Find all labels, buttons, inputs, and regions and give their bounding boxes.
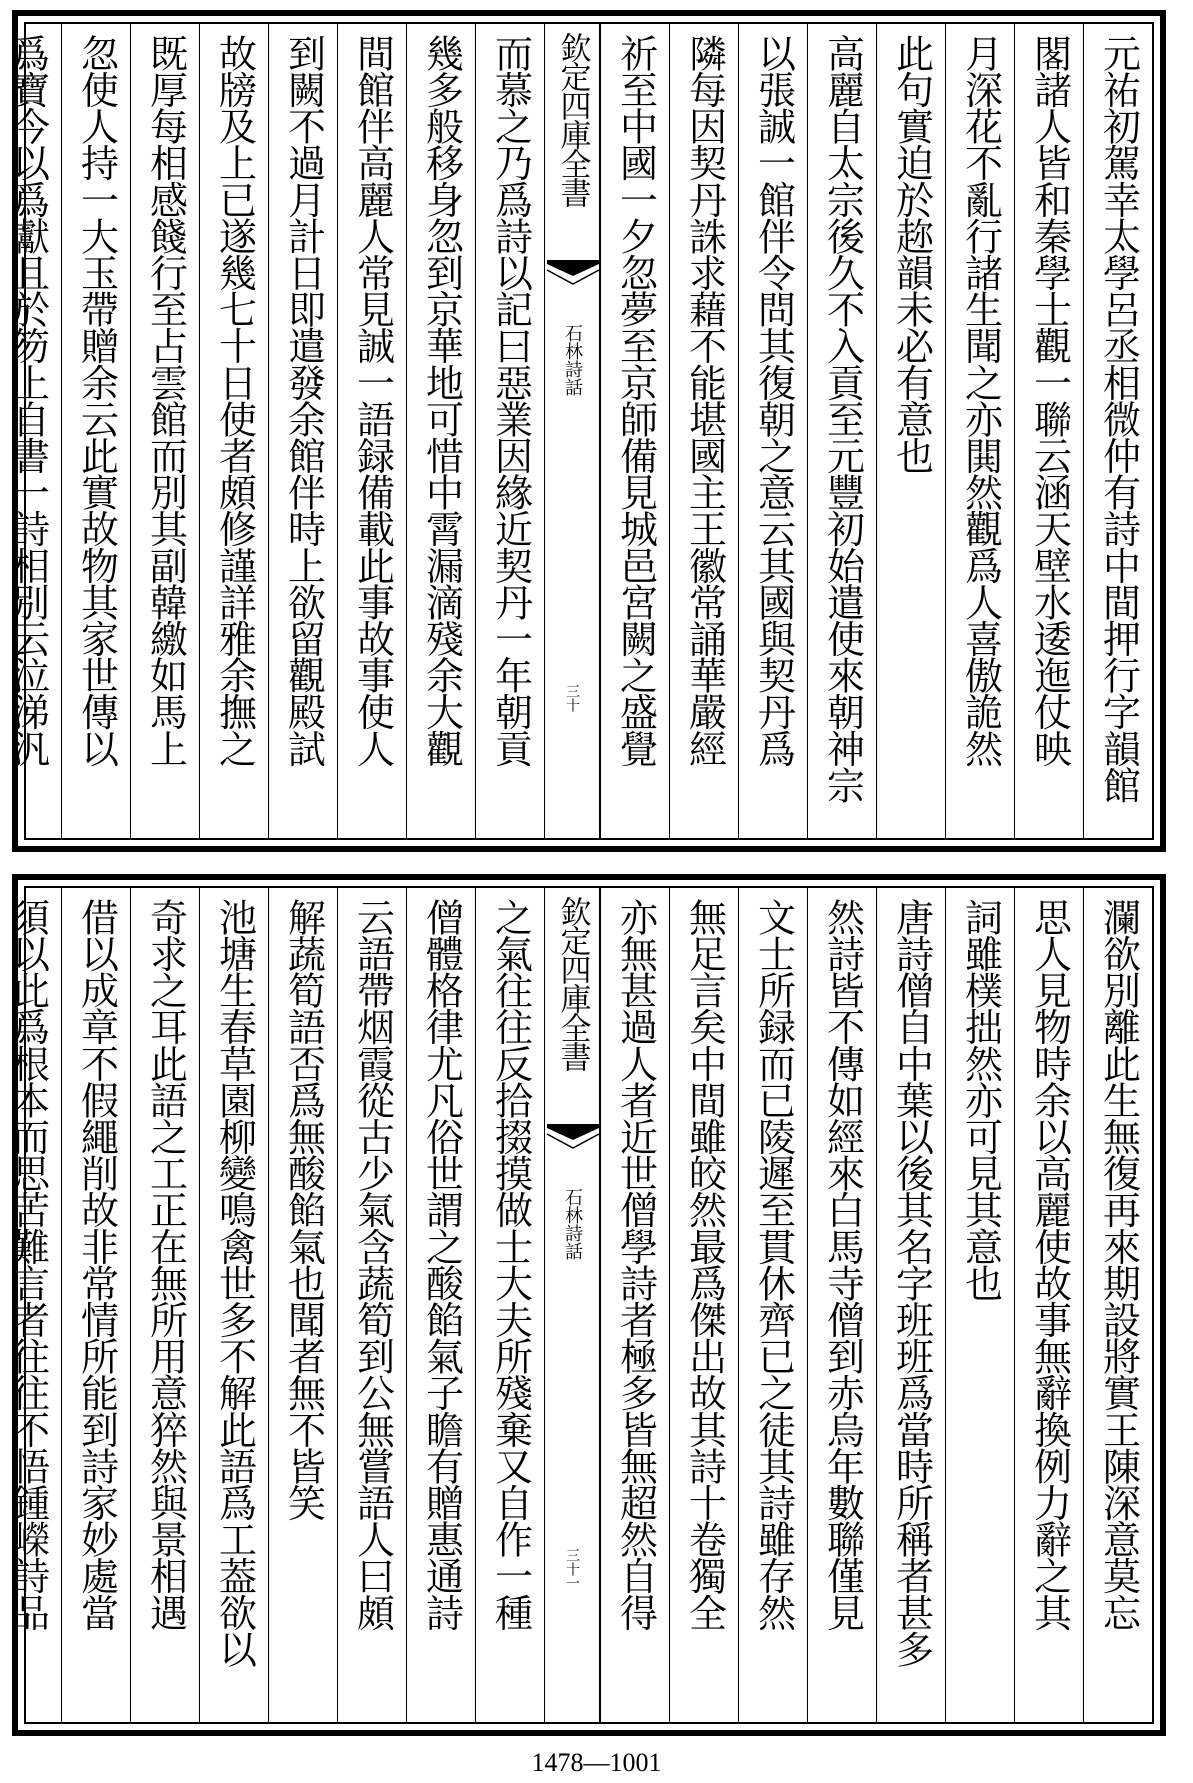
text-column	[130, 24, 199, 838]
column-text: 思人見物時余以高麗使故事無辭換例力辭之其	[1027, 898, 1072, 1631]
book-title: 欽定四庫全書	[554, 32, 591, 206]
text-column	[475, 24, 544, 838]
book-title: 欽定四庫全書	[554, 896, 591, 1070]
column-text: 然詩皆不傳如經來白馬寺僧到赤烏年數聯僅見	[820, 898, 865, 1631]
bottom-page	[5, 874, 1166, 1736]
text-column	[600, 24, 669, 838]
text-column	[130, 888, 199, 1722]
column-text: 僧體格律尤凡俗世謂之酸餡氣子瞻有贈惠通詩	[419, 898, 464, 1631]
text-column	[807, 888, 876, 1722]
column-text: 隣每因契丹誅求藉不能堪國主王徽常誦華嚴經	[682, 34, 727, 767]
column-text: 云語帶烟霞從古少氣含蔬筍到公無嘗語人曰頗	[350, 898, 395, 1631]
column-text: 祈至中國一夕忽夢至京師備見城邑宮闕之盛覺	[613, 34, 658, 767]
column-text: 池塘生春草園柳變鳴禽世多不解此語爲工葢欲以	[212, 898, 257, 1667]
text-column	[61, 888, 130, 1722]
column-text: 月深花不亂行諸生聞之亦閧然觀爲人喜傲詭然	[958, 34, 1003, 767]
column-text: 既厚每相感餞行至占雲館而別其副韓繳如馬上	[143, 34, 188, 767]
text-column	[199, 24, 268, 838]
column-text: 以張誠一館伴令問其復朝之意云其國與契丹爲	[751, 34, 796, 767]
text-column	[1083, 24, 1152, 838]
text-column	[406, 888, 475, 1722]
text-column	[807, 24, 876, 838]
text-column	[1014, 24, 1083, 838]
text-column	[600, 888, 669, 1722]
column-text: 高麗自太宗後久不入貢至元豐初始遣使來朝神宗	[820, 34, 865, 803]
text-column	[268, 888, 337, 1722]
text-column	[61, 24, 130, 838]
text-column	[945, 888, 1014, 1722]
text-column	[0, 24, 61, 838]
column-text: 爲寶今以爲獻且於笏上自書一詩相別云泣涕汎	[5, 34, 50, 767]
column-text: 借以成章不假繩削故非常情所能到詩家妙處當	[74, 898, 119, 1631]
text-column	[945, 24, 1014, 838]
fold-margin	[544, 24, 600, 838]
column-text: 文士所録而已陵遲至貫休齊已之徒其詩雖存然	[751, 898, 796, 1631]
top-page-frame	[5, 22, 1154, 840]
sub-title: 石林詩話	[562, 1188, 583, 1260]
column-text: 瀾欲別離此生無復再來期設將實王陳深意莫忘	[1096, 898, 1141, 1631]
column-text: 元祐初駕幸太學呂丞相微仲有詩中間押行字韻館	[1096, 34, 1141, 803]
text-column	[876, 888, 945, 1722]
footer-page-code: 1478—1001	[531, 1748, 662, 1777]
text-column	[0, 888, 61, 1722]
text-column	[199, 888, 268, 1722]
fold-margin	[544, 888, 600, 1722]
page-number: 三十	[564, 684, 580, 712]
column-text: 幾多般移身忽到京華地可惜中霄漏滴殘余大觀	[419, 34, 464, 767]
page-number: 三十一	[564, 1548, 580, 1590]
column-text: 之氣往往反拾掇摸做士大夫所殘棄又自作一種	[488, 898, 533, 1631]
column-text: 解蔬筍語否爲無酸餡氣也聞者無不皆笑	[281, 898, 326, 1521]
fish-tail-mark	[545, 260, 599, 290]
text-column	[669, 888, 738, 1722]
text-column	[1014, 888, 1083, 1722]
column-text: 忽使人持一大玉帶贈余云此實故物其家世傳以	[74, 34, 119, 767]
column-text: 無足言矣中間雖皎然最爲傑出故其詩十卷獨全	[682, 898, 727, 1631]
text-column	[337, 888, 406, 1722]
fish-tail-mark	[545, 1124, 599, 1154]
column-text: 而慕之乃爲詩以記曰惡業因緣近契丹一年朝貢	[488, 34, 533, 767]
text-column	[738, 24, 807, 838]
column-text: 閣諸人皆和秦學士觀一聯云涵天壁水逶迤仗映	[1027, 34, 1072, 767]
text-column	[669, 24, 738, 838]
column-text: 此句實迫於趂韻未必有意也	[889, 34, 934, 474]
column-text: 故牓及上已遂幾七十日使者頗修謹詳雅余撫之	[212, 34, 257, 767]
text-column	[1083, 888, 1152, 1722]
text-column	[268, 24, 337, 838]
top-page	[5, 10, 1166, 852]
column-text: 亦無甚過人者近世僧學詩者極多皆無超然自得	[613, 898, 658, 1631]
bottom-page-frame	[5, 886, 1154, 1724]
column-text: 到闕不過月計日即遣發余館伴時上欲留觀殿試	[281, 34, 326, 767]
column-text: 間館伴高麗人常見誠一語録備載此事故事使人	[350, 34, 395, 767]
column-text: 奇求之耳此語之工正在無所用意猝然與景相遇	[143, 898, 188, 1631]
text-column	[475, 888, 544, 1722]
column-text: 須以此爲根本而思苦難言者往往不悟鍾嶸詩品	[5, 898, 50, 1631]
text-column	[738, 888, 807, 1722]
text-column	[406, 24, 475, 838]
text-column	[337, 24, 406, 838]
column-text: 詞雖樸拙然亦可見其意也	[958, 898, 1003, 1301]
sub-title: 石林詩話	[562, 324, 583, 396]
column-text: 唐詩僧自中葉以後其名字班班爲當時所稱者甚多	[889, 898, 934, 1667]
text-column	[876, 24, 945, 838]
